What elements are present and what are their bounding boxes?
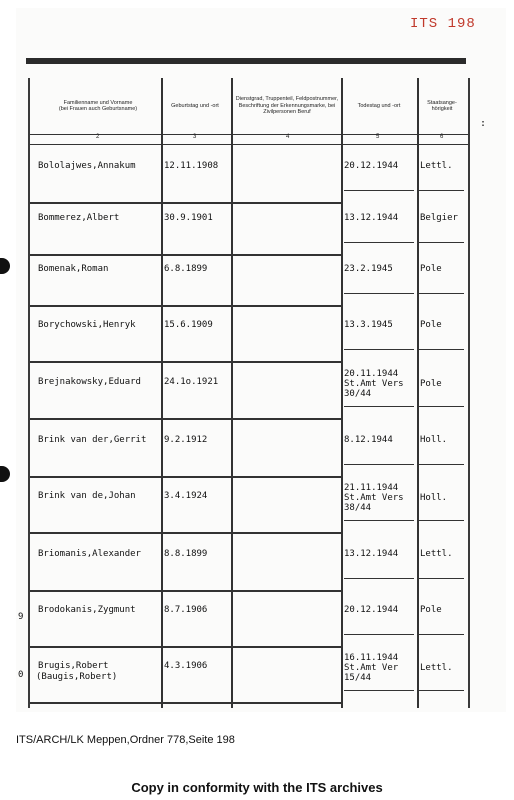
row-name: Brink van de,Johan — [38, 491, 136, 501]
row-name-alt: (Baugis,Robert) — [36, 672, 118, 682]
row-nation: Pole — [420, 264, 442, 274]
row-separator — [30, 254, 341, 256]
copy-notice: Copy in conformity with the ITS archives — [131, 780, 383, 795]
row-nation: Belgier — [420, 213, 458, 223]
row-separator — [30, 646, 341, 648]
row-death: 16.11.1944 — [344, 653, 399, 663]
row-birth: 3.4.1924 — [164, 491, 208, 501]
row-name: Briomanis,Alexander — [38, 549, 141, 559]
side-mark-0: 0 — [18, 670, 24, 680]
death-underline — [344, 634, 414, 635]
top-bar — [26, 58, 466, 64]
row-death: 13.12.1944 — [344, 213, 399, 223]
row-death-place: St.Amt Vers — [344, 379, 404, 389]
nation-underline — [418, 242, 464, 243]
nation-underline — [418, 634, 464, 635]
row-separator — [30, 532, 341, 534]
row-birth: 8.8.1899 — [164, 549, 208, 559]
archive-stamp: ITS 198 — [410, 16, 476, 32]
header-birth: Geburtstag und -ort — [171, 102, 219, 109]
row-name: Bommerez,Albert — [38, 213, 120, 223]
row-death: 13.12.1944 — [344, 549, 399, 559]
header-name: Familienname und Vorname (bei Frauen auch Geburtsname) — [58, 99, 138, 112]
nation-underline — [418, 578, 464, 579]
nation-underline — [418, 520, 464, 521]
col-number: 3 — [193, 134, 197, 140]
row-death: 20.12.1944 — [344, 605, 399, 615]
row-separator — [30, 702, 341, 704]
column-number-row — [30, 134, 468, 145]
row-name: Brink van der,Gerrit — [38, 435, 147, 445]
death-underline — [344, 406, 414, 407]
punch-hole-bottom — [0, 466, 10, 482]
col-number: 5 — [376, 134, 380, 140]
row-birth: 30.9.1901 — [164, 213, 213, 223]
column-divider — [341, 78, 343, 708]
header-death: Todestag und -ort — [357, 102, 401, 109]
death-underline — [344, 190, 414, 191]
row-birth: 8.7.1906 — [164, 605, 208, 615]
row-death: 20.11.1944 — [344, 369, 399, 379]
row-death: 8.12.1944 — [344, 435, 393, 445]
row-nation: Holl. — [420, 435, 448, 445]
nation-underline — [418, 349, 464, 350]
death-underline — [344, 578, 414, 579]
header-rank: Dienstgrad, Truppenteil, Feldpostnummer, Beschriftung der Erkennungsmarke, bei Zivilpersonen Beruf — [235, 96, 339, 116]
row-birth: 15.6.1909 — [164, 320, 213, 330]
header-nation: Staatsange-hörigkeit — [427, 99, 457, 112]
row-nation: Lettl. — [420, 663, 453, 673]
death-underline — [344, 349, 414, 350]
column-divider — [161, 78, 163, 708]
row-death-place: St.Amt Ver — [344, 663, 399, 673]
col-number: 4 — [286, 134, 290, 140]
row-separator — [30, 476, 341, 478]
row-separator — [30, 202, 341, 204]
side-mark-9: 9 — [18, 612, 24, 622]
row-death: 21.11.1944 — [344, 483, 399, 493]
archive-reference: ITS/ARCH/LK Meppen,Ordner 778,Seite 198 — [16, 734, 235, 746]
table-header — [30, 78, 468, 135]
row-separator — [30, 590, 341, 592]
row-birth: 24.1o.1921 — [164, 377, 219, 387]
row-name: Bomenak,Roman — [38, 264, 109, 274]
row-birth: 9.2.1912 — [164, 435, 208, 445]
row-separator — [30, 361, 341, 363]
row-separator — [30, 418, 341, 420]
nation-underline — [418, 406, 464, 407]
col-number: 2 — [96, 134, 100, 140]
row-death-ref: 30/44 — [344, 389, 372, 399]
row-birth: 4.3.1906 — [164, 661, 208, 671]
row-death-ref: 38/44 — [344, 503, 372, 513]
death-underline — [344, 242, 414, 243]
row-death-place: St.Amt Vers — [344, 493, 404, 503]
row-name: Brugis,Robert — [38, 661, 109, 671]
row-death: 13.3.1945 — [344, 320, 393, 330]
nation-underline — [418, 464, 464, 465]
death-underline — [344, 520, 414, 521]
row-death: 23.2.1945 — [344, 264, 393, 274]
death-underline — [344, 293, 414, 294]
row-nation: Holl. — [420, 493, 448, 503]
row-birth: 6.8.1899 — [164, 264, 208, 274]
nation-underline — [418, 293, 464, 294]
nation-underline — [418, 690, 464, 691]
register-table — [28, 78, 470, 708]
row-nation: Pole — [420, 320, 442, 330]
row-birth: 12.11.1908 — [164, 161, 219, 171]
row-name: Bololajwes,Annakum — [38, 161, 136, 171]
row-nation: Pole — [420, 605, 442, 615]
death-underline — [344, 464, 414, 465]
column-divider — [231, 78, 233, 708]
row-nation: Pole — [420, 379, 442, 389]
row-separator — [30, 305, 341, 307]
row-death: 20.12.1944 — [344, 161, 399, 171]
death-underline — [344, 690, 414, 691]
column-divider — [417, 78, 419, 708]
nation-underline — [418, 190, 464, 191]
row-name: Brejnakowsky,Eduard — [38, 377, 141, 387]
row-nation: Lettl. — [420, 161, 453, 171]
row-name: Brodokanis,Zygmunt — [38, 605, 136, 615]
side-colon: : — [480, 118, 487, 129]
punch-hole-top — [0, 258, 10, 274]
row-name: Borychowski,Henryk — [38, 320, 136, 330]
row-nation: Lettl. — [420, 549, 453, 559]
row-death-ref: 15/44 — [344, 673, 372, 683]
col-number: 6 — [440, 134, 444, 140]
